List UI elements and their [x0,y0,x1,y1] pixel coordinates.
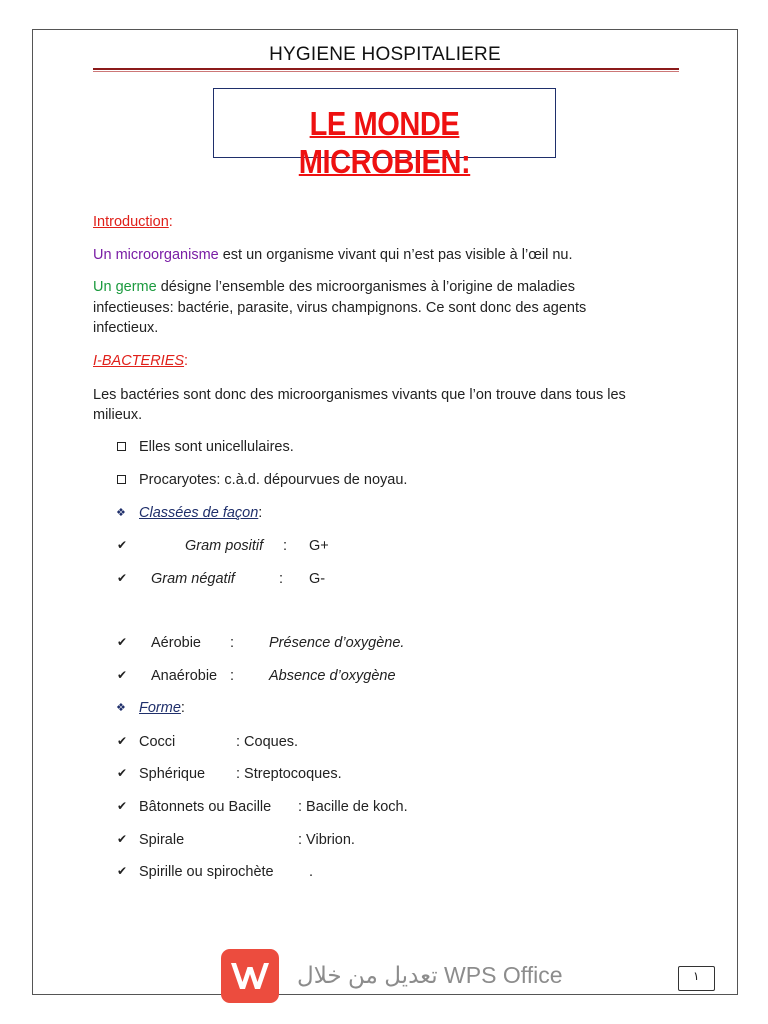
bacteries-desc-2: milieux. [93,407,143,423]
wps-logo-icon [221,949,279,1003]
diamond-bullet-icon: ❖ [116,507,126,519]
diamond-bullet-icon: ❖ [116,702,126,714]
forme-heading-line: Forme: [139,700,185,716]
wps-watermark [221,949,581,1003]
header-divider [93,68,679,70]
document-page [32,29,738,995]
gram-negatif-sep: : [279,571,284,587]
intro-heading-line: Introduction: [93,214,173,230]
wps-watermark-text: تعديل من خلال WPS Office [297,962,563,988]
aerobie-value: Présence d’oxygène. [269,635,405,651]
anaerobie-value: Absence d’oxygène [269,668,396,684]
check-icon: ✔ [117,668,128,682]
forme-heading: Forme [139,700,181,716]
gram-positif-value: G+ [309,538,329,554]
check-icon: ✔ [117,734,128,748]
aerobie-sep: : [230,635,235,651]
bacteries-heading: I-BACTERIES [93,353,185,369]
square-bullet-icon [117,475,126,484]
check-icon: ✔ [117,571,128,585]
gram-positif: Gram positif [185,538,264,554]
bacteries-heading-line: I-BACTERIES: [93,353,189,369]
main-title: LE MONDE MICROBIEN: [298,105,471,180]
anaerobie-sep: : [230,668,235,684]
forme-spherique: Sphérique [139,766,206,782]
check-icon: ✔ [117,832,128,846]
classees-heading-line: Classées de façon: [139,505,263,521]
forme-spirille: Spirille ou spirochète [139,864,274,880]
forme-cocci: Cocci [139,734,176,750]
check-icon: ✔ [117,766,128,780]
term-germe: Un germe [93,279,157,295]
forme-spirale: Spirale [139,832,185,848]
forme-spherique-value: : Streptocoques. [236,766,342,782]
gram-negatif: Gram négatif [151,571,235,587]
bacteries-desc-1: Les bactéries sont donc des microorganismes vivants que l’on trouve dans tous les [93,387,626,403]
intro-line-4: infectieux. [93,320,159,336]
gram-positif-sep: : [283,538,288,554]
intro-heading: Introduction [93,214,169,230]
main-title-box [213,88,556,180]
forme-batonnets: Bâtonnets ou Bacille [139,799,272,815]
bullet-unicellulaires: Elles sont unicellulaires. [139,439,294,455]
forme-spirale-value: : Vibrion. [298,832,355,848]
aerobie: Aérobie [151,635,201,651]
bullet-procaryotes: Procaryotes: c.à.d. dépourvues de noyau. [139,472,408,488]
intro-line-2: Un germe désigne l’ensemble des microorganismes à l’origine de maladies [93,279,575,295]
anaerobie: Anaérobie [151,668,218,684]
intro-line-1: Un microorganisme est un organisme vivant qui n’est pas visible à l’œil nu. [93,247,573,263]
page-header-title: HYGIENE HOSPITALIERE [269,44,501,65]
forme-batonnets-value: : Bacille de koch. [298,799,408,815]
intro-line-3: infectieuses: bactérie, parasite, virus champignons. Ce sont donc des agents [93,300,587,316]
check-icon: ✔ [117,538,128,552]
square-bullet-icon [117,442,126,451]
check-icon: ✔ [117,864,128,878]
page-number: ١ [693,969,700,983]
check-icon: ✔ [117,635,128,649]
check-icon: ✔ [117,799,128,813]
forme-cocci-value: : Coques. [236,734,299,750]
classees-heading: Classées de façon [139,505,259,521]
gram-negatif-value: G- [309,571,326,587]
header-divider-thin [93,71,679,72]
term-microorganisme: Un microorganisme [93,247,219,263]
forme-spirille-value: . [309,864,314,880]
page-number-box [678,966,715,991]
